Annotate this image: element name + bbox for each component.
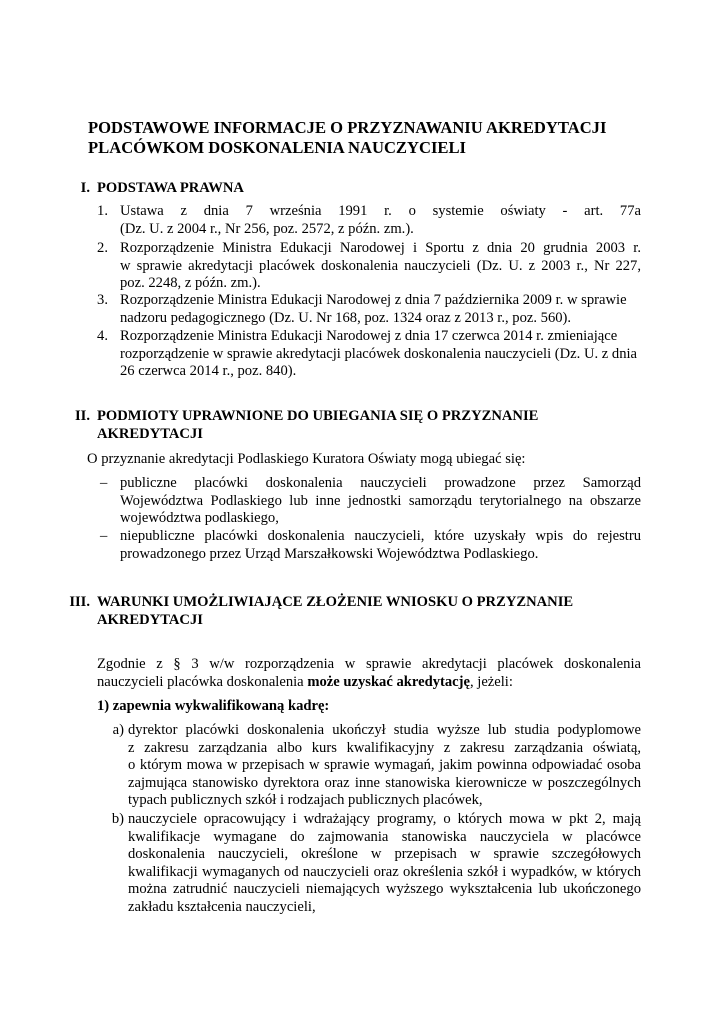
bullet-2-line-2: prowadzonego przez Urząd Marszałkowski Województwa Podlaskiego. [120, 545, 539, 562]
condition-b-line-5: można zatrudnić nauczycieli niemających wyższego wykształcenia lub ukończonego [128, 881, 641, 898]
legal-item-2 [120, 240, 641, 293]
condition-a [128, 722, 641, 810]
legal-item-2-line-3: poz. 2248, z późn. zm.). [120, 275, 261, 292]
condition-b-line-6: zakładu kształcenia nauczycieli, [128, 898, 316, 915]
legal-item-4 [120, 328, 641, 381]
section-2-intro: O przyznanie akredytacji Podlaskiego Kuratora Oświaty mogą ubiegać się: [87, 451, 526, 467]
section-2-heading-line-1: PODMIOTY UPRAWNIONE DO UBIEGANIA SIĘ O PRZYZNANIE [97, 408, 539, 424]
condition-b-line-3: doskonalenia nauczycieli, określone w przepisach w sprawie szczegółowych [128, 846, 641, 863]
condition-b-line-1: nauczyciele opracowujący i wdrażający programy, o których mowa w pkt 2, mają [128, 811, 641, 827]
title-line-1: PODSTAWOWE INFORMACJE O PRZYZNAWANIU AKREDYTACJI [88, 118, 607, 137]
condition-b-line-4: kwalifikacji wymaganych od nauczycieli oraz określenia szkół i wypadków, w których [128, 863, 641, 880]
legal-item-3-line-1: Rozporządzenie Ministra Edukacji Narodowej z dnia 7 października 2009 r. w sprawie [120, 292, 627, 308]
condition-a-line-5: typach publicznych szkół i rodzajach publicznych placówek, [128, 792, 483, 809]
legal-item-1 [120, 203, 641, 238]
section-3-paragraph [97, 656, 641, 691]
bullet-1-line-1: publiczne placówki doskonalenia nauczycieli prowadzone przez Samorząd [120, 475, 641, 491]
section-3-paragraph-line-1: Zgodnie z § 3 w/w rozporządzenia w sprawie akredytacji placówek doskonalenia [97, 656, 641, 672]
paragraph-text: nauczycieli placówka doskonalenia [97, 673, 308, 690]
condition-a-line-2: z zakresu zarządzania albo kurs kwalifikacyjny z zakresu zarządzania oświatą, [128, 739, 641, 756]
section-3-heading [97, 594, 573, 629]
paragraph-tail: , jeżeli: [469, 673, 513, 690]
section-2-heading-line-2: AKREDYTACJI [97, 425, 203, 442]
section-1-heading: PODSTAWA PRAWNA [97, 180, 244, 196]
bullet-2-line-1: niepubliczne placówki doskonalenia nauczycieli, które uzyskały wpis do rejestru [120, 528, 641, 544]
legal-item-4-number: 4. [97, 328, 108, 344]
condition-a-line-1: dyrektor placówki doskonalenia ukończył studia wyższe lub studia podyplomowe [128, 722, 641, 738]
section-2-number: II. [74, 408, 90, 424]
condition-a-label: a) [112, 722, 124, 738]
legal-item-2-number: 2. [97, 240, 108, 256]
section-2-heading [97, 408, 538, 443]
legal-item-1-line-2: (Dz. U. z 2004 r., Nr 256, poz. 2572, z późn. zm.). [120, 220, 414, 237]
condition-a-line-3: o którym mowa w przepisach w sprawie wymagań, jakim powinna odpowiadać osoba [128, 757, 641, 774]
bullet-2-marker: – [100, 528, 108, 544]
subheading-qualified-staff: 1) zapewnia wykwalifikowaną kadrę: [97, 698, 330, 714]
legal-item-3-line-2: nadzoru pedagogicznego (Dz. U. Nr 168, poz. 1324 oraz z 2013 r., poz. 560). [120, 309, 572, 326]
section-3-number: III. [69, 594, 90, 610]
paragraph-emphasis: może uzyskać akredytację [307, 673, 470, 690]
section-3-heading-line-1: WARUNKI UMOŻLIWIAJĄCE ZŁOŻENIE WNIOSKU O PRZYZNANIE [97, 594, 574, 610]
bullet-1 [120, 475, 641, 528]
condition-b-line-2: kwalifikacje wymagane do zajmowania stanowiska nauczyciela w placówce [128, 828, 641, 845]
document-title [88, 118, 688, 158]
condition-a-line-4: zajmująca stanowisko dyrektora oraz inne stanowiska kierownicze w poszczególnych [128, 774, 641, 791]
section-3-heading-line-2: AKREDYTACJI [97, 611, 203, 628]
section-3-paragraph-line-2 [97, 674, 641, 692]
legal-item-1-number: 1. [97, 203, 108, 219]
section-1-number: I. [80, 180, 90, 196]
legal-item-2-line-1: Rozporządzenie Ministra Edukacji Narodowej i Sportu z dnia 20 grudnia 2003 r. [120, 240, 641, 256]
bullet-2 [120, 528, 641, 563]
title-line-2: PLACÓWKOM DOSKONALENIA NAUCZYCIELI [88, 138, 467, 157]
legal-item-4-line-2: rozporządzenie w sprawie akredytacji placówek doskonalenia nauczycieli (Dz. U. z dnia [120, 345, 638, 362]
legal-item-4-line-3: 26 czerwca 2014 r., poz. 840). [120, 363, 297, 380]
legal-item-3-number: 3. [97, 292, 108, 308]
bullet-1-line-3: województwa podlaskiego, [120, 510, 279, 527]
legal-item-2-line-2: w sprawie akredytacji placówek doskonalenia nauczycieli (Dz. U. z 2003 r., Nr 227, [120, 257, 641, 274]
legal-item-4-line-1: Rozporządzenie Ministra Edukacji Narodowej z dnia 17 czerwca 2014 r. zmieniające [120, 328, 618, 344]
legal-item-3 [120, 292, 641, 327]
condition-b-label: b) [111, 811, 124, 827]
bullet-1-line-2: Województwa Podlaskiego lub inne jednostki samorządu terytorialnego na obszarze [120, 492, 641, 509]
bullet-1-marker: – [100, 475, 108, 491]
condition-b [128, 811, 641, 917]
legal-item-1-line-1: Ustawa z dnia 7 września 1991 r. o systemie oświaty - art. 77a [120, 203, 641, 219]
